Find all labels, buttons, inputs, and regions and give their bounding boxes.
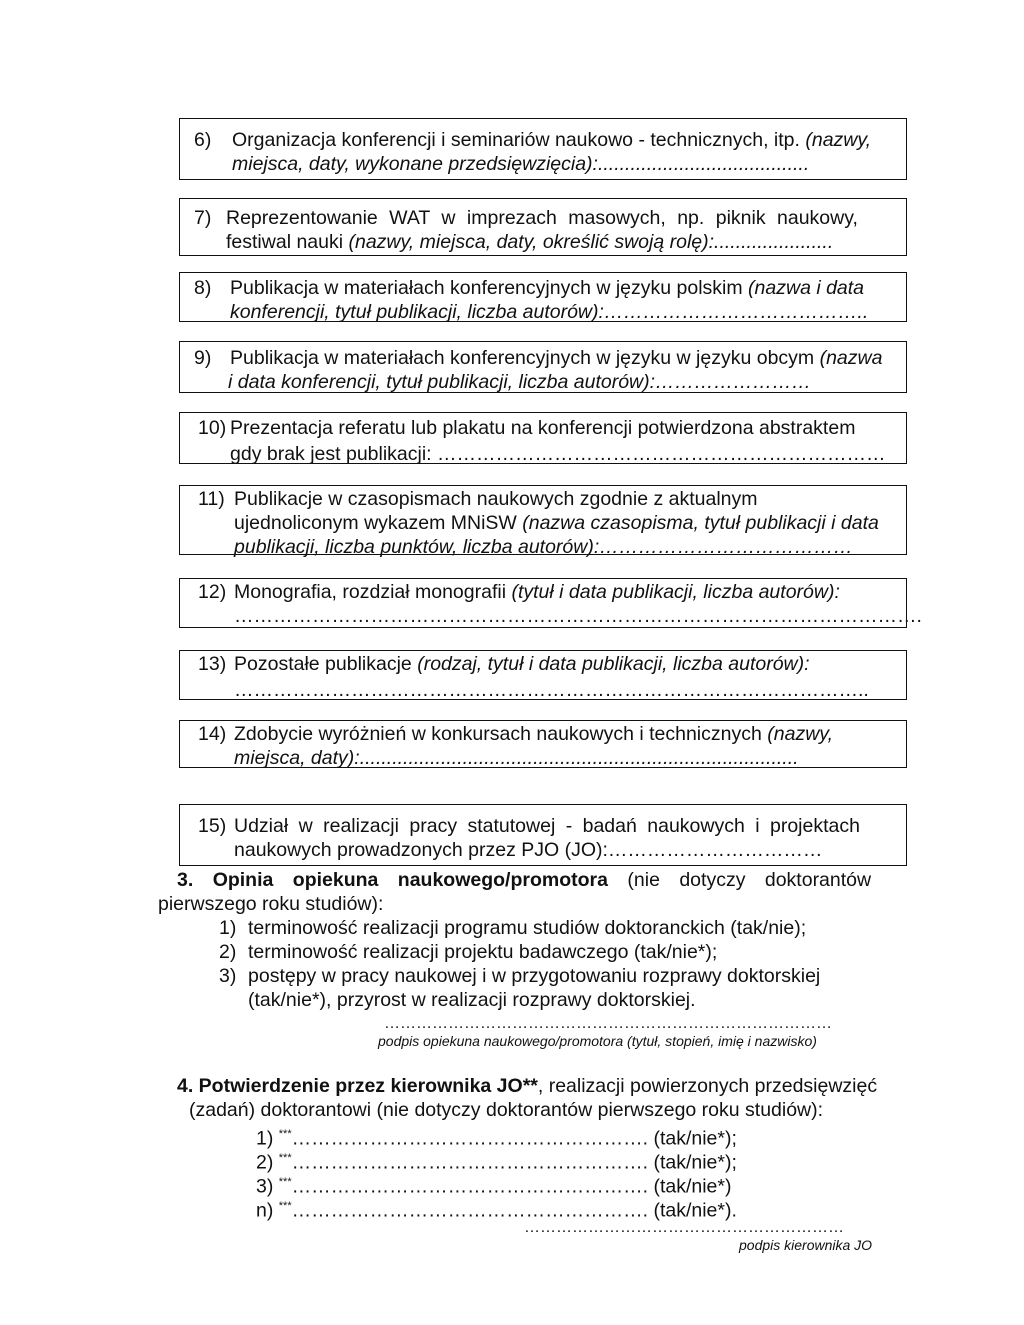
section3-item-number: 3) bbox=[219, 965, 237, 987]
item-number: 7) bbox=[194, 207, 212, 229]
item-number: 9) bbox=[194, 347, 212, 369]
item-dots: …………………………………………………………………………………….. bbox=[234, 679, 869, 701]
section4-title: 4. Potwierdzenie przez kierownika JO** bbox=[177, 1075, 538, 1097]
section4-item: 1) ***………………………………………………. (tak/nie*); bbox=[256, 1127, 737, 1150]
section4-item: n) ***………………………………………………. (tak/nie*). bbox=[256, 1199, 737, 1222]
item-number: 6) bbox=[194, 129, 212, 151]
item-text: Publikacja w materiałach konferencyjnych w języku w języku obcym (nazwa bbox=[230, 347, 883, 369]
item-number: 10) bbox=[198, 417, 227, 439]
item-hint: publikacji, liczba punktów, liczba autorów):………………………………… bbox=[234, 536, 853, 558]
signature-label-promotor: podpis opiekuna naukowego/promotora (tytuł, stopień, imię i nazwisko) bbox=[378, 1033, 817, 1049]
item-text: Pozostałe publikacje (rodzaj, tytuł i data publikacji, liczba autorów): bbox=[234, 653, 810, 675]
item-number: 11) bbox=[198, 488, 225, 510]
section3-item-number: 1) bbox=[219, 917, 237, 939]
item-number: 15) bbox=[198, 815, 227, 837]
section3-number: 3. bbox=[177, 869, 194, 891]
section4-item: 3) ***………………………………………………. (tak/nie*) bbox=[256, 1175, 732, 1198]
signature-label-kierownik: podpis kierownika JO bbox=[739, 1237, 873, 1253]
item-hint: festiwal nauki (nazwy, miejsca, daty, określić swoją rolę):...................... bbox=[226, 231, 834, 253]
section4-note: , realizacji powierzonych przedsięwzięć bbox=[537, 1075, 878, 1097]
section3-note-2: pierwszego roku studiów): bbox=[158, 893, 384, 915]
item-text: Udział w realizacji pracy statutowej - badań naukowych i projektach bbox=[234, 815, 860, 837]
section4-heading bbox=[177, 1074, 877, 1098]
item-text-2: ujednoliconym wykazem MNiSW (nazwa czasopisma, tytuł publikacji i data bbox=[234, 512, 879, 534]
section4-item: 2) ***………………………………………………. (tak/nie*); bbox=[256, 1151, 737, 1174]
item-text: Publikacja w materiałach konferencyjnych w języku polskim (nazwa i data bbox=[230, 277, 865, 299]
item-hint: i data konferencji, tytuł publikacji, liczba autorów):…………………… bbox=[228, 371, 812, 393]
item-hint: miejsca, daty, wykonane przedsięwzięcia):....................................... bbox=[232, 153, 810, 175]
item-text: Reprezentowanie WAT w imprezach masowych, np. piknik naukowy, bbox=[226, 207, 858, 229]
item-dots: ……………………………………………………………………………………………. bbox=[234, 605, 922, 627]
item-number: 14) bbox=[198, 723, 227, 745]
signature-line-kierownik: …………………………………………………… bbox=[524, 1219, 844, 1236]
section4-note-2: (zadań) doktorantowi (nie dotyczy doktorantów pierwszego roku studiów): bbox=[189, 1099, 824, 1121]
item-number: 12) bbox=[198, 581, 227, 603]
signature-line-promotor: ………………………………………………………………………… bbox=[384, 1015, 832, 1032]
item-text: Organizacja konferencji i seminariów naukowo - technicznych, itp. (nazwy, bbox=[232, 129, 872, 151]
section3-item-text: postępy w pracy naukowej i w przygotowaniu rozprawy doktorskiej bbox=[248, 965, 821, 987]
section3-title: Opinia opiekuna naukowego/promotora bbox=[212, 869, 608, 891]
item-hint: naukowych prowadzonych przez PJO (JO):…………………………… bbox=[234, 839, 823, 861]
section3-item-text-2: (tak/nie*), przyrost w realizacji rozprawy doktorskiej. bbox=[248, 989, 696, 1011]
item-hint: miejsca, daty):................................................................................. bbox=[234, 747, 799, 769]
item-text: Zdobycie wyróżnień w konkursach naukowych i technicznych (nazwy, bbox=[234, 723, 834, 745]
item-text: Publikacje w czasopismach naukowych zgodnie z aktualnym bbox=[234, 488, 758, 510]
section3-heading bbox=[177, 868, 871, 892]
item-hint: gdy brak jest publikacji: …………………………………………………………… bbox=[230, 443, 886, 465]
item-text: Prezentacja referatu lub plakatu na konferencji potwierdzona abstraktem bbox=[230, 417, 856, 439]
section3-item-text: terminowość realizacji projektu badawczego (tak/nie*); bbox=[248, 941, 718, 963]
item-number: 13) bbox=[198, 653, 227, 675]
section3-item-text: terminowość realizacji programu studiów doktoranckich (tak/nie); bbox=[248, 917, 807, 939]
section3-item-number: 2) bbox=[219, 941, 237, 963]
item-text: Monografia, rozdział monografii (tytuł i data publikacji, liczba autorów): bbox=[234, 581, 840, 603]
item-hint: konferencji, tytuł publikacji, liczba autorów):………………………………….. bbox=[230, 301, 869, 323]
item-number: 8) bbox=[194, 277, 212, 299]
section3-note: (nie dotyczy doktorantów bbox=[607, 869, 872, 891]
